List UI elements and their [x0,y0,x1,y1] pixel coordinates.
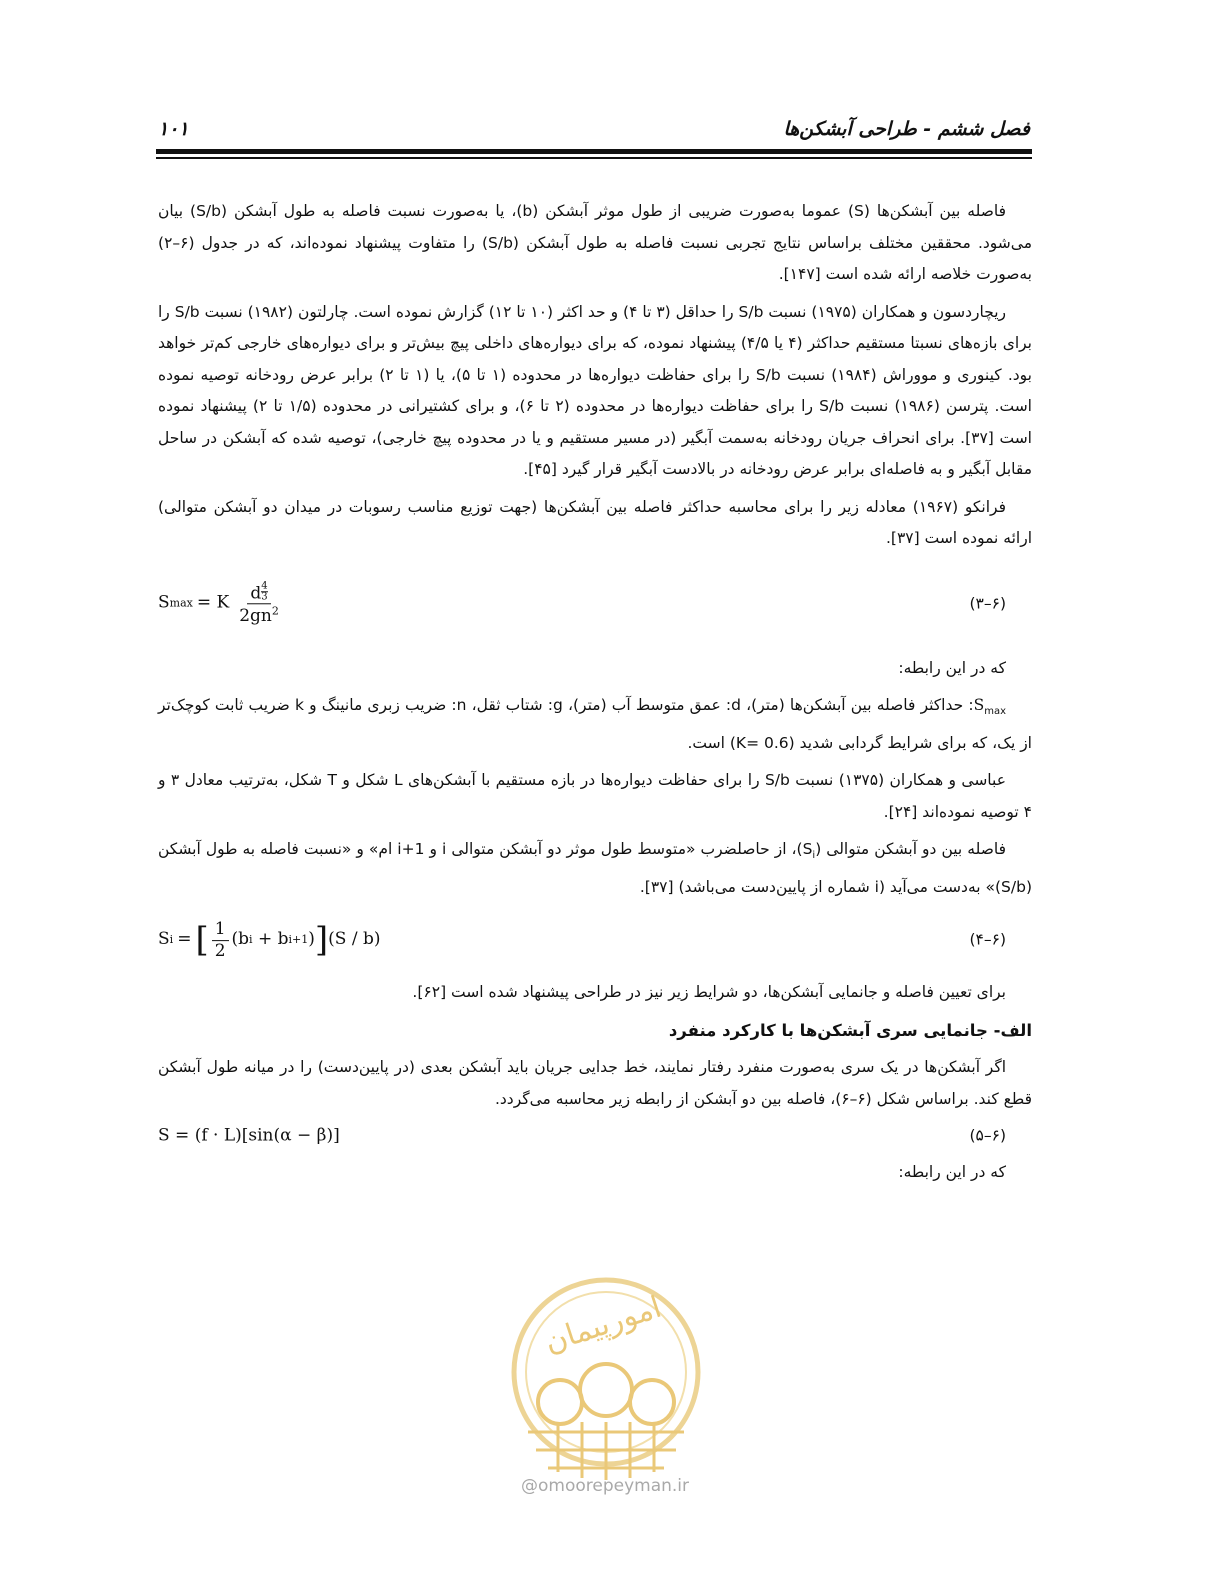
page-number: ۱۰۱ [158,118,189,140]
eq4-frac-den: 2 [214,940,226,961]
eq3-exp-den: 3 [261,591,268,603]
paragraph-series: اگر آبشکن‌ها در یک سری به‌صورت منفرد رفتار نمایند، خط جدایی جریان باید آبشکن بعدی (در پایین‌دست) را در میانه طول آبشکن قطع کند. براساس شکل (۶–۶)، فاصله بین دو آبشکن از رابطه زیر محاسبه می‌گردد. [158,1058,1032,1108]
equation-6-3 [158,561,1032,647]
smax-symbol: S [973,696,985,714]
page-header-chapter: فصل ششم - طراحی آبشکن‌ها [783,118,1030,140]
eq3-equals: = K [196,592,230,613]
eq4-left-bracket: [ [195,920,209,961]
eq3-exponent [261,581,267,603]
smax-definition-text: : حداکثر فاصله بین آبشکن‌ها (متر)، d: عمق متوسط آب (متر)، g: شتاب ثقل، n: ضریب زبری مانینگ و k ضریب ثابت کوچک‌تر از یک، که برای شرایط گردابی شدید (K= 0.6) است. [158,696,1032,752]
heading-series-placement: الف- جانمایی سری آبشکن‌ها با کارکرد منفرد [668,1020,1032,1040]
eq4-tail: (S / b) [328,929,381,950]
page-content [158,196,1032,1195]
paragraph-conditions: برای تعیین فاصله و جانمایی آبشکن‌ها، دو شرایط زیر نیز در طراحی پیشنهاد شده است [۶۲]. [412,983,1006,1002]
eq3-lhs: S [158,592,170,613]
paragraph-si [158,834,1032,903]
equation-6-4-number: (۶–۴) [969,930,1006,949]
paragraph-researchers: ریچاردسون و همکاران (۱۹۷۵) نسبت S/b را حداقل (۳ تا ۴) و حد اکثر (۱۰ تا ۱۲) گزارش نموده است. چارلتون (۱۹۸۲) نسبت S/b را برای بازه‌های نسبتا مستقیم حداکثر (۴ یا ۴/۵) پیشنهاد نموده، که برای دیواره‌های داخلی پیچ بیش‌تر و برای دیواره‌های خارجی کم‌تر خواهد بود. کینوری و مووراش (۱۹۸۴) نسبت S/b را برای حفاظت دیواره‌ها در محدوده (۱ تا ۵)، یا (۱ تا ۲) برابر عرض رودخانه توصیه نموده است. پترسن (۱۹۸۶) نسبت S/b را برای حفاظت دیواره‌ها در محدوده (۲ تا ۶)، و برای کشتیرانی در محدوده (۱/۵ تا ۲) پیشنهاد نموده است [۳۷]. برای انحراف جریان رودخانه به‌سمت آبگیر (در مسیر مستقیم و یا در محدوده پیچ خارجی)، توصیه شده که آبشکن در ساحل مقابل آبگیر و به فاصله‌ای برابر عرض رودخانه در بالادست آبگیر قرار گیرد [۴۵]. [158,302,1032,478]
eq3-fraction [236,581,282,626]
eq3-num-base: d [250,582,262,603]
eq4-sub-b: i+1 [288,933,309,947]
eq3-denominator [236,604,282,626]
equation-6-3-formula [158,581,285,626]
eq4-lhs: S [158,929,170,950]
definition-smax [158,690,1032,759]
eq3-lhs-sub: max [169,596,193,610]
si-text-after: )، از حاصلضرب «متوسط طول موثر دو آبشکن متوالی i و i+1 ام» و «نسبت فاصله به طول آبشکن (S/b)» به‌دست می‌آید (i شماره از پایین‌دست می‌باشد) [۳۷]. [158,840,1032,896]
equation-6-3-number: (۶–۳) [969,593,1006,612]
header-rule-thin [156,157,1032,159]
eq4-equals: = [177,929,192,950]
paragraph-spacing-intro: فاصله بین آبشکن‌ها (S) عموما به‌صورت ضریبی از طول موثر آبشکن (b)، یا به‌صورت نسبت فاصله به طول آبشکن (S/b) بیان می‌شود. محققین مختلف براساس نتایج تجربی نسبت فاصله به طول آبشکن (S/b) را متفاوت پیشنهاد نموده‌اند، که در جدول (۶–۲) به‌صورت خلاصه ارائه شده است [۱۴۷]. [158,202,1032,283]
where-label-2: که در این رابطه: [898,1163,1006,1182]
eq4-close: ) [308,929,315,950]
equation-6-4 [158,909,1032,971]
eq3-den-sup: 2 [271,604,279,618]
eq4-fraction [212,919,229,961]
eq4-sub-a: i [249,933,253,947]
equation-6-4-formula [158,919,380,961]
paragraph-franco: فرانکو (۱۹۶۷) معادله زیر را برای محاسبه حداکثر فاصله بین آبشکن‌ها (جهت توزیع مناسب رسوبات در میدان دو آبشکن متوالی) ارائه نموده است [۳۷]. [158,497,1032,547]
eq4-frac-num: 1 [212,919,229,940]
equation-6-5 [158,1121,1032,1151]
smax-sub: max [984,706,1006,718]
eq4-inner-a: (b [231,929,250,950]
equation-6-5-formula: S = (f · L)[sin(α − β)] [158,1125,340,1146]
watermark-url: @omoorepeyman.ir [520,1476,690,1496]
where-label-1: که در این رابطه: [898,658,1006,677]
eq3-numerator [247,581,270,604]
eq4-right-bracket: ] [314,920,329,961]
si-text-before: فاصله بین دو آبشکن متوالی (S [802,840,1006,859]
eq3-exp-num: 4 [261,579,268,591]
watermark-logo-text: امورپیمان [540,1289,666,1361]
paragraph-abbasi: عباسی و همکاران (۱۳۷۵) نسبت S/b را برای حفاظت دیواره‌ها در بازه مستقیم با آبشکن‌های L شکل و T شکل، به‌ترتیب معادل ۳ و ۴ توصیه نموده‌اند [۲۴]. [158,771,1032,821]
header-rule-thick [156,149,1032,154]
equation-6-5-number: (۶–۵) [969,1126,1006,1145]
eq4-plus: + b [252,929,289,950]
eq3-den-text: 2gn [239,605,272,626]
eq4-lhs-sub: i [169,933,174,947]
watermark-url-text: omoorepeyman.ir [537,1476,690,1496]
si-sub: i [812,850,816,862]
